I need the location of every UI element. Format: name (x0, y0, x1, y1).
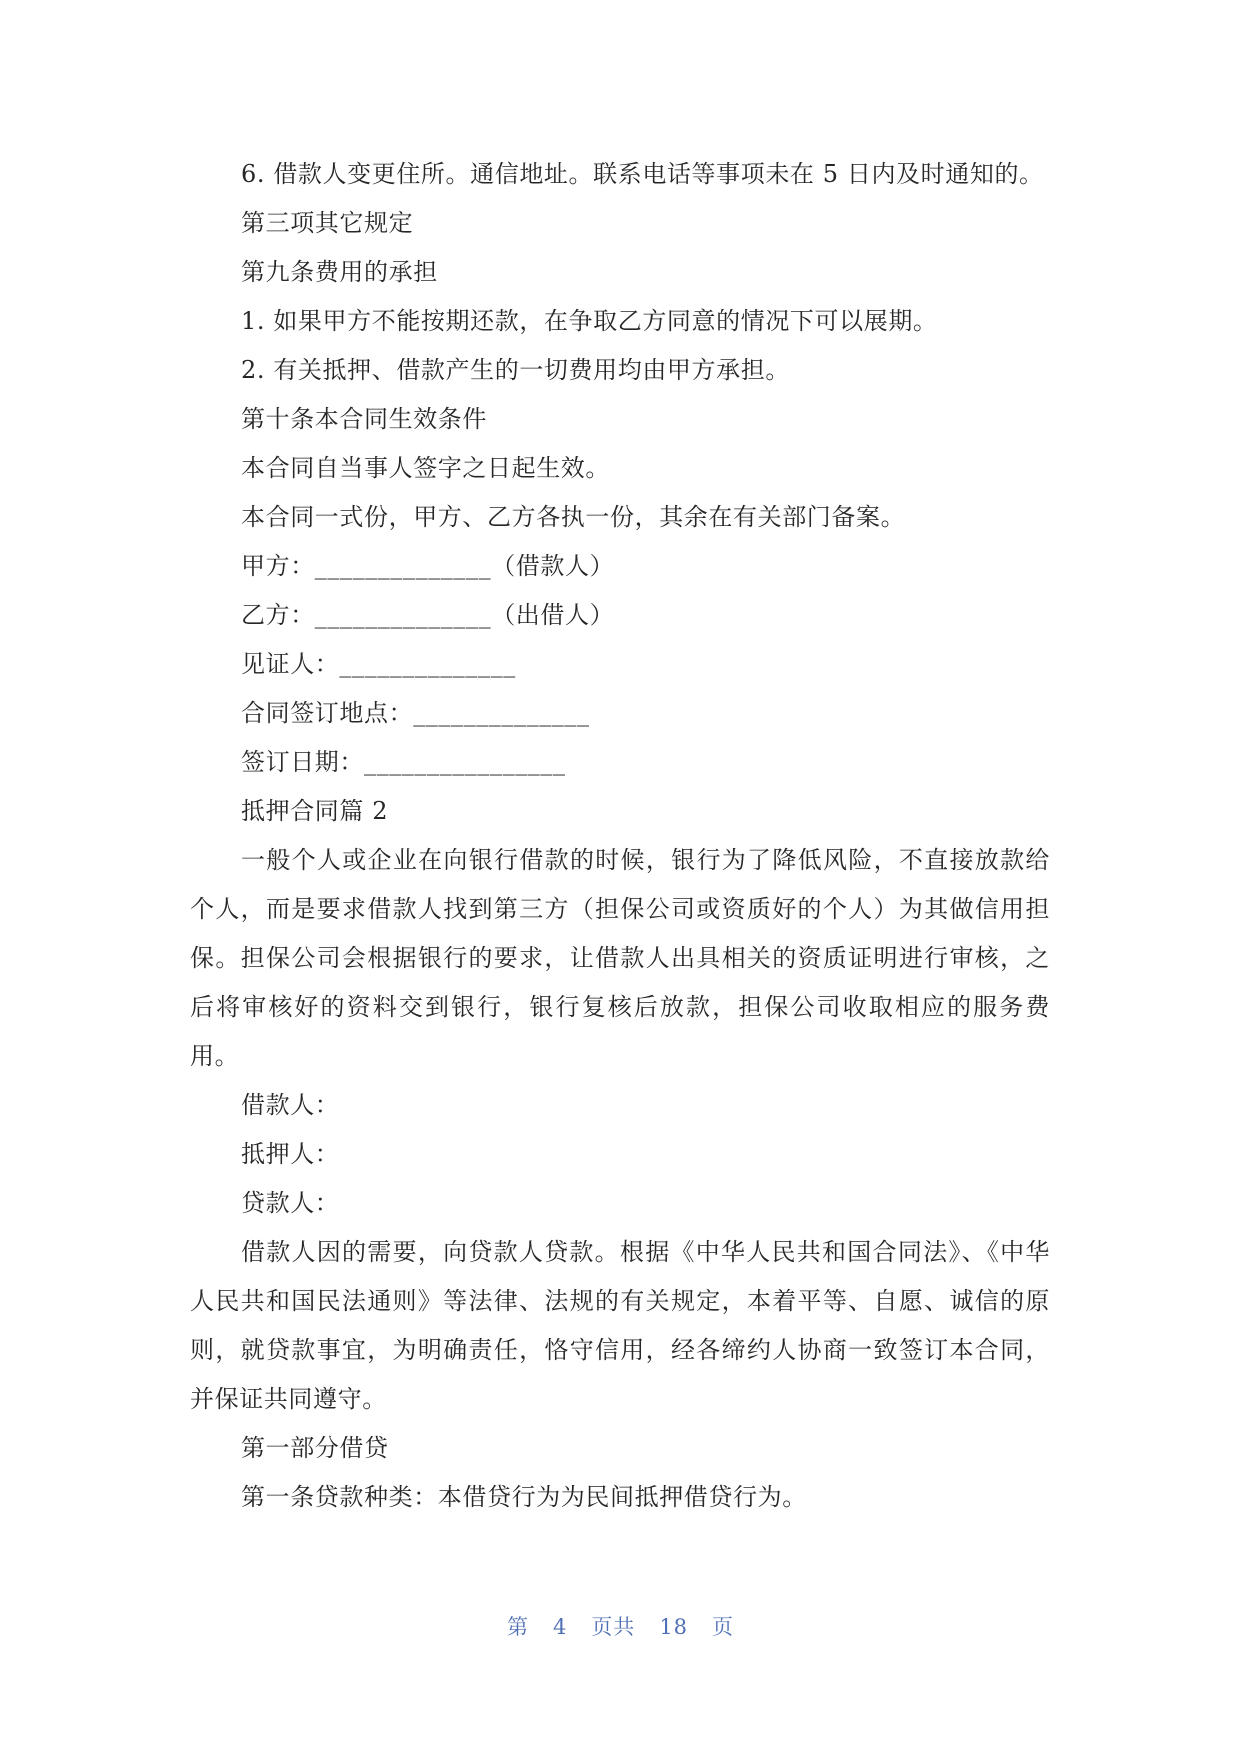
preamble-paragraph: 借款人因的需要，向贷款人贷款。根据《中华人民共和国合同法》、《中华人民共和国民法通则》等法律、法规的有关规定，本着平等、自愿、诚信的原则，就贷款事宜，为明确责任，恪守信用，经各缔约人协商一致签订本合同，并保证共同遵守。 (190, 1238, 1050, 1413)
page-footer (0, 1611, 1241, 1641)
article-heading: 第十条本合同生效条件 (241, 405, 487, 433)
signature-line-date: 签订日期：________________ (241, 748, 566, 776)
section-heading: 第一部分借贷 (241, 1434, 389, 1462)
document-body (190, 150, 1050, 1522)
document-title: 抵押合同篇 2 (241, 797, 389, 825)
party-borrower: 借款人： (241, 1091, 340, 1119)
signature-line-party-a: 甲方：______________（借款人） (241, 552, 615, 580)
current-page-number: 4 (552, 1615, 568, 1639)
section-heading: 第三项其它规定 (241, 209, 414, 237)
signature-line-party-b: 乙方：______________（出借人） (241, 601, 615, 629)
text-line: 本合同一式份，甲方、乙方各执一份，其余在有关部门备案。 (241, 503, 906, 531)
text-line: 本合同自当事人签字之日起生效。 (241, 454, 610, 482)
footer-prefix: 第 (506, 1615, 529, 1639)
article-line: 第一条贷款种类：本借贷行为为民间抵押借贷行为。 (241, 1483, 807, 1511)
intro-paragraph: 一般个人或企业在向银行借款的时候，银行为了降低风险，不直接放款给个人，而是要求借款人找到第三方（担保公司或资质好的个人）为其做信用担保。担保公司会根据银行的要求，让借款人出具相关的资质证明进行审核，之后将审核好的资料交到银行，银行复核后放款，担保公司收取相应的服务费用。 (190, 846, 1050, 1070)
text-line: 1. 如果甲方不能按期还款，在争取乙方同意的情况下可以展期。 (241, 307, 938, 335)
footer-middle: 页共 (591, 1615, 636, 1639)
article-heading: 第九条费用的承担 (241, 258, 438, 286)
signature-line-place: 合同签订地点：______________ (241, 699, 590, 727)
party-mortgagor: 抵押人： (241, 1140, 340, 1168)
footer-suffix: 页 (712, 1615, 735, 1639)
signature-line-witness: 见证人：______________ (241, 650, 516, 678)
text-line: 2. 有关抵押、借款产生的一切费用均由甲方承担。 (241, 356, 790, 384)
text-line: 6. 借款人变更住所。通信地址。联系电话等事项未在 5 日内及时通知的。 (241, 160, 1044, 188)
party-lender: 贷款人： (241, 1189, 340, 1217)
total-pages-number: 18 (659, 1615, 689, 1639)
